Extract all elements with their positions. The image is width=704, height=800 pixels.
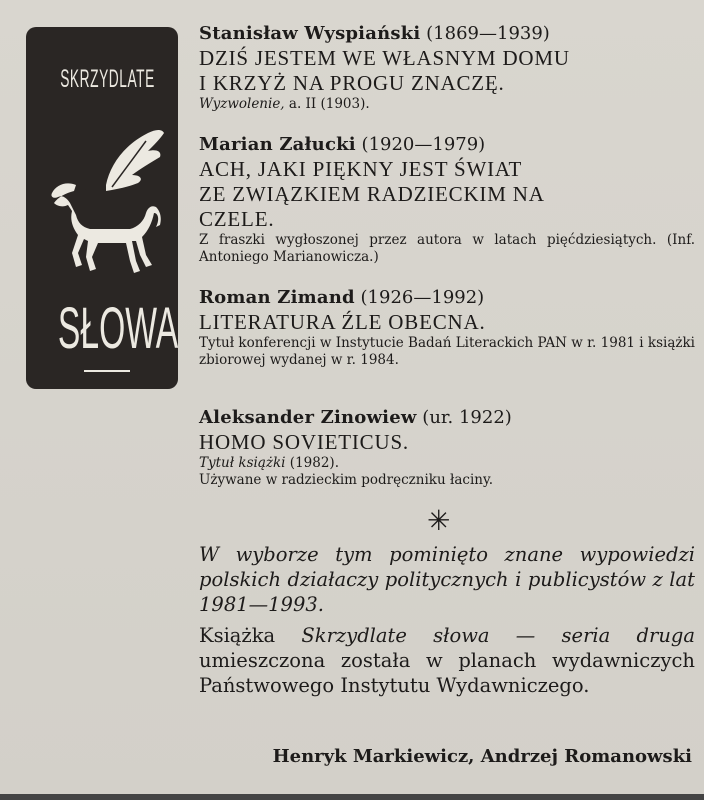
editorial-notes <box>199 542 695 698</box>
authors-signature: Henryk Markiewicz, Andrzej Romanowski <box>272 746 692 767</box>
entry-author: Roman Zimand <box>199 287 355 308</box>
entry-author: Marian Załucki <box>199 134 356 155</box>
entry-wyspianski <box>199 22 695 113</box>
logo-top-text: SKRZYDLATE <box>60 65 155 93</box>
entry-author: Stanisław Wyspiański <box>199 23 421 44</box>
entry-dates: (1920—1979) <box>361 134 486 155</box>
entry-source: Tytuł konferencji w Instytucie Badań Literackich PAN w r. 1981 i książki zbiorowej wydanej w r. 1984. <box>199 335 695 368</box>
entry-dates: (1926—1992) <box>360 287 485 308</box>
entry-quote-line: DZIŚ JESTEM WE WŁASNYM DOMU <box>199 46 570 70</box>
logo-bottom-text: SŁOWA <box>57 296 178 361</box>
entry-source: Z fraszki wygłoszonej przez autora w latach pięćdziesiątych. (Inf. Antoniego Marianowicza.) <box>199 232 695 265</box>
separator-asterisk: ✳ <box>427 504 451 537</box>
entry-dates: (1869—1939) <box>426 23 550 44</box>
note-series-prefix: Książka <box>199 624 302 647</box>
scan-edge <box>0 794 704 800</box>
note-series-title: Skrzydlate słowa — seria druga <box>301 624 695 647</box>
entry-source-detail: a. II (1903). <box>284 96 370 112</box>
winged-horse-icon <box>36 115 176 285</box>
entry-source <box>199 96 695 113</box>
entry-dates: (ur. 1922) <box>422 407 512 428</box>
entry-quote-line: I KRZYŻ NA PROGU ZNACZĘ. <box>199 71 505 95</box>
entry-author: Aleksander Zinowiew <box>199 407 417 428</box>
entry-quote-line: ZE ZWIĄZKIEM RADZIECKIM NA <box>199 182 545 206</box>
entry-source-detail: (1982). <box>285 455 339 471</box>
entry-source-title: Tytuł książki <box>199 455 286 471</box>
entry-zalucki <box>199 133 695 266</box>
entry-quote-line: ACH, JAKI PIĘKNY JEST ŚWIAT <box>199 157 523 181</box>
entry-quote-line: LITERATURA ŹLE OBECNA. <box>199 310 486 334</box>
entry-zinowiew <box>199 406 695 489</box>
entry-quote-line: HOMO SOVIETICUS. <box>199 430 409 454</box>
entry-source <box>199 455 695 472</box>
entry-zimand <box>199 286 695 369</box>
note-omission: W wyborze tym pominięto znane wypowiedzi polskich działaczy politycznych i publicystów z lat 1981—1993. <box>199 543 695 616</box>
entry-author-line <box>199 286 695 310</box>
note-series-suffix: umieszczona została w planach wydawniczych Państwowego Instytutu Wydawniczego. <box>199 649 695 697</box>
entry-author-line <box>199 133 695 157</box>
skrzydlate-slowa-logo <box>26 27 178 389</box>
entry-source-title: Wyzwolenie, <box>199 96 285 112</box>
entry-author-line <box>199 22 695 46</box>
entry-quote-line: CZELE. <box>199 207 275 231</box>
logo-rule <box>84 370 130 372</box>
entry-author-line <box>199 406 695 430</box>
note-series <box>199 623 695 698</box>
entry-source-extra: Używane w radzieckim podręczniku łaciny. <box>199 472 494 488</box>
